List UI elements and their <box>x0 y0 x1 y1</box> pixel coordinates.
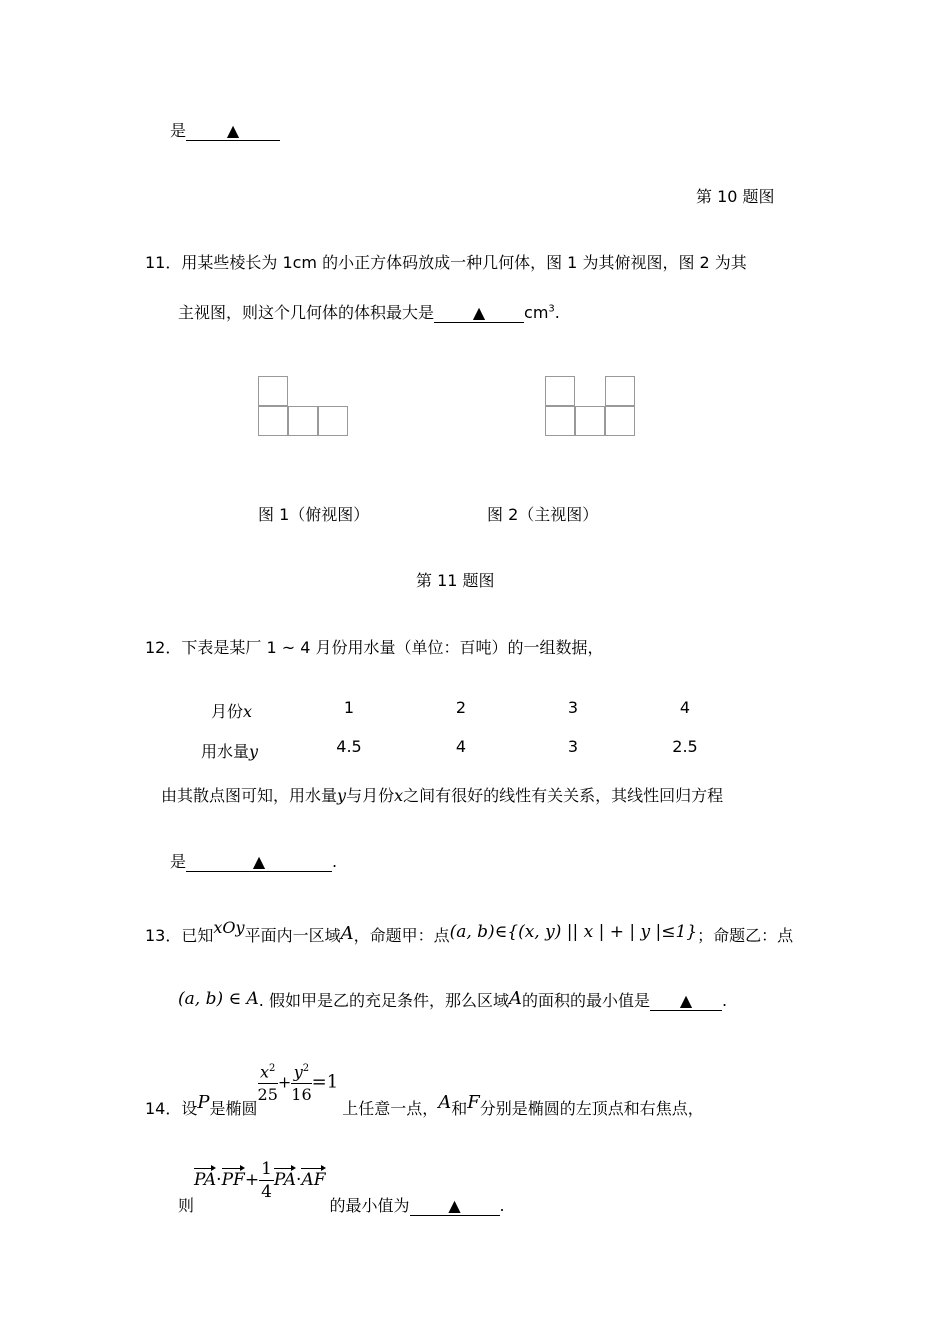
vector-pa: PA <box>273 1170 297 1190</box>
q13-answer-blank[interactable]: ▲ <box>650 992 722 1011</box>
q12-line3 <box>170 849 337 872</box>
q13-line2 <box>178 988 727 1011</box>
fig2-label: 图 2（主视图） <box>487 505 599 524</box>
q13-period: . <box>721 991 728 1010</box>
q13-text-d: ；命题乙：点 <box>697 926 794 945</box>
fraction <box>291 1058 311 1106</box>
dot-operator: · <box>296 1170 302 1190</box>
q13-text-f: 的面积的最小值是 <box>521 991 650 1010</box>
vertex-a: A <box>438 1092 452 1113</box>
q12-answer-blank[interactable]: ▲ <box>186 853 332 872</box>
region-a: A <box>508 988 522 1009</box>
q11-figure-caption: 第 11 题图 <box>416 571 495 590</box>
var-x: x <box>259 1062 270 1082</box>
var-y: y <box>337 786 347 805</box>
q11-unit: cm <box>524 303 549 322</box>
fig2-square <box>605 376 635 406</box>
q12-line2-b: 与月份 <box>346 786 395 805</box>
vector-expression <box>194 1170 259 1190</box>
q13-line1 <box>145 918 793 948</box>
q14-line2 <box>178 1158 505 1216</box>
q13-text-c: ，命题甲：点 <box>353 926 450 945</box>
region-a: A <box>340 923 354 944</box>
q11-line2 <box>178 300 560 323</box>
q12-prefix: 是 <box>170 852 187 871</box>
q14-line1 <box>145 1058 704 1119</box>
vector-af: AF <box>301 1170 326 1190</box>
table-cell: 2 <box>455 698 467 717</box>
vector-pa: PA <box>194 1170 217 1190</box>
q12-line1: 12．下表是某厂 1 ~ 4 月份用水量（单位：百吨）的一组数据， <box>145 638 604 657</box>
fig2-square <box>545 406 575 436</box>
fig2-square <box>545 376 575 406</box>
denominator: 4 <box>261 1182 272 1202</box>
q11-line2-text: 主视图，则这个几何体的体积最大是 <box>178 303 435 322</box>
q12-line2-a: 由其散点图可知，用水量 <box>161 786 338 805</box>
fig1-label: 图 1（俯视图） <box>258 505 370 524</box>
q14-text-b: 是椭圆 <box>209 1099 258 1118</box>
focus-f: F <box>467 1092 480 1113</box>
fig1-top-view <box>258 376 350 438</box>
q10-answer-line <box>170 118 280 141</box>
q10-answer-blank[interactable]: ▲ <box>186 122 280 141</box>
fig2-square <box>575 406 605 436</box>
q14-answer-blank[interactable]: ▲ <box>410 1197 500 1216</box>
var-x: x <box>243 702 253 721</box>
fig1-square <box>318 406 348 436</box>
table-row-header-month <box>211 699 252 722</box>
fraction <box>258 1058 278 1106</box>
vector-pf: PF <box>221 1170 245 1190</box>
q14-line2-tail <box>330 1193 505 1216</box>
q14-text-e: 分别是椭圆的左顶点和右焦点， <box>479 1099 704 1118</box>
plus-sign: + <box>244 1170 260 1190</box>
table-row-header-usage <box>201 739 258 762</box>
equals-one: =1 <box>311 1071 339 1093</box>
var-y: y <box>293 1062 303 1082</box>
q11-period: . <box>554 303 560 322</box>
fig1-square <box>258 406 288 436</box>
dot-operator: · <box>216 1170 222 1190</box>
numerator: $x^2$ <box>258 1058 278 1084</box>
q14-text-post: 的最小值为 <box>329 1196 410 1215</box>
plus-sign: + <box>277 1072 292 1092</box>
q14-text-d: 和 <box>451 1099 468 1118</box>
denominator: 16 <box>291 1085 312 1105</box>
usage-label: 用水量 <box>201 742 250 761</box>
q10-prefix: 是 <box>170 121 187 140</box>
var-y: y <box>249 742 259 761</box>
q11-answer-blank[interactable]: ▲ <box>434 304 524 323</box>
q11-line1: 11．用某些棱长为 1cm 的小正方体码放成一种几何体，图 1 为其俯视图，图 2 为其 <box>145 253 747 272</box>
month-label: 月份 <box>211 702 244 721</box>
membership-expression: (a, b) ∈ A <box>178 989 259 1009</box>
table-cell: 3 <box>567 698 579 717</box>
q10-figure-caption: 第 10 题图 <box>696 187 775 206</box>
q13-text-e: . 假如甲是乙的充足条件，那么区域 <box>258 991 509 1010</box>
var-x: x <box>394 786 404 805</box>
set-expression: (a, b)∈{(x, y) || x | + | y |≤1} <box>449 922 698 942</box>
q12-line2 <box>161 783 723 806</box>
q12-period: . <box>332 852 338 871</box>
fig1-square <box>258 376 288 406</box>
fig1-square <box>288 406 318 436</box>
table-cell: 1 <box>343 698 355 717</box>
table-cell: 4 <box>455 737 467 756</box>
table-cell: 4.5 <box>336 737 362 756</box>
numerator: 1 <box>261 1159 272 1179</box>
table-cell: 4 <box>679 698 691 717</box>
table-cell: 2.5 <box>672 737 698 756</box>
vector-expression <box>274 1170 326 1190</box>
table-cell: 3 <box>567 737 579 756</box>
q14-text-a: 14．设 <box>145 1099 198 1118</box>
fig2-square <box>605 406 635 436</box>
ellipse-equation <box>258 1058 339 1106</box>
q12-line2-c: 之间有很好的线性有关关系，其线性回归方程 <box>403 786 724 805</box>
q11-unit-sup: 3 <box>548 303 555 315</box>
point-p: P <box>197 1092 210 1113</box>
q13-text-b: 平面内一区域 <box>244 926 341 945</box>
numerator: $y^2$ <box>291 1058 311 1084</box>
fraction-one-quarter <box>259 1158 274 1203</box>
q14-prefix: 则 <box>178 1196 195 1215</box>
q14-period: . <box>499 1196 505 1215</box>
denominator: 25 <box>257 1085 278 1105</box>
q14-text-c: 上任意一点， <box>342 1099 439 1118</box>
q13-text-a: 13．已知 <box>145 926 214 945</box>
fig2-front-view <box>545 376 637 438</box>
plane-xoy: xOy <box>213 918 245 937</box>
